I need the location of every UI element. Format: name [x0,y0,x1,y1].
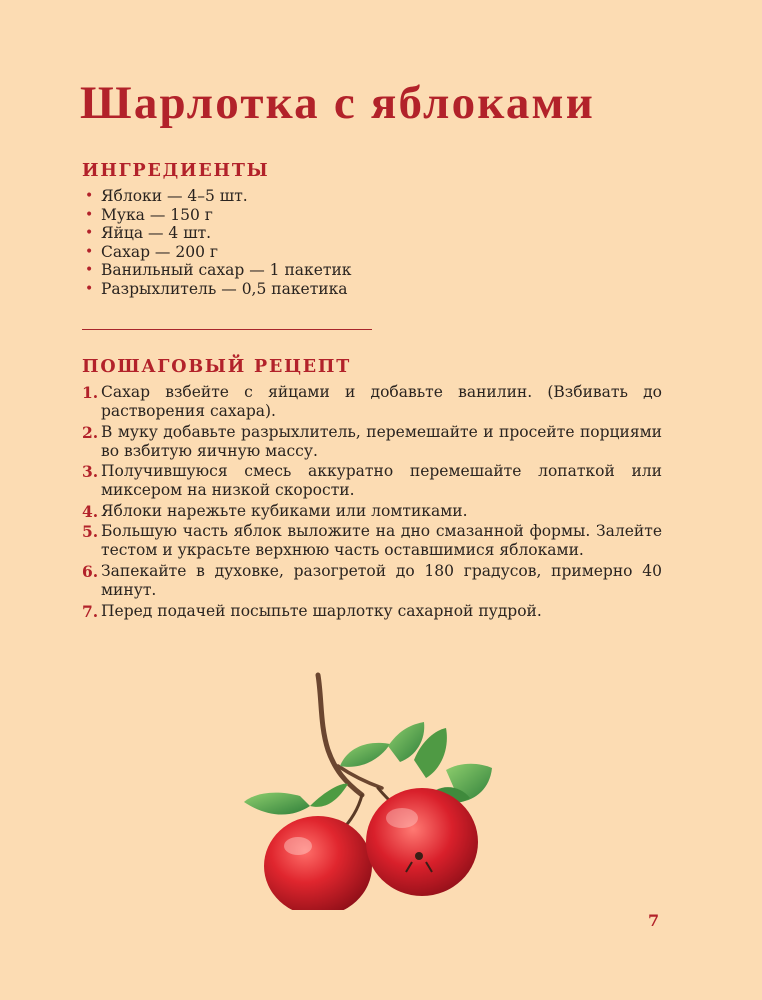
ingredient-text: Ванильный сахар — 1 пакетик [101,261,352,279]
step-number: 2. [82,422,99,442]
step-number: 1. [82,383,99,402]
step-number: 5. [82,522,99,542]
ingredient-text: Мука — 150 г [101,205,213,224]
section-divider [82,329,372,330]
list-item [85,224,352,243]
step-text: В муку добавьте разрыхлитель, перемешайте и просейте порциями во взбитую яичную массу. [101,422,662,460]
bullet-icon: • [85,206,94,223]
step-number: 6. [82,561,99,581]
page-title: Шарлотка с яблоками [80,77,596,129]
page-number: 7 [648,911,660,930]
step-item [82,423,662,461]
list-item [85,206,352,225]
list-item [85,261,352,280]
step-text: Перед подачей посыпьте шарлотку сахарной пудрой. [101,601,542,620]
step-item [82,502,662,521]
list-item [85,243,352,262]
step-item [82,562,662,600]
ingredient-text: Сахар — 200 г [101,242,218,261]
step-number: 3. [82,462,99,482]
step-number: 4. [82,501,99,521]
ingredients-heading: ИНГРЕДИЕНТЫ [82,161,270,181]
bullet-icon: • [85,188,94,204]
bullet-icon: • [85,262,94,278]
step-item [82,522,662,560]
bullet-icon: • [85,280,94,297]
ingredient-text: Яблоки — 4–5 шт. [101,187,248,205]
step-text: Получившуюся смесь аккуратно перемешайте лопаткой или миксером на низкой скорости. [101,462,662,500]
step-text: Яблоки нарежьте кубиками или ломтиками. [101,501,468,520]
step-text: Запекайте в духовке, разогретой до 180 градусов, примерно 40 минут. [101,561,662,599]
ingredient-text: Яйца — 4 шт. [101,224,212,242]
bullet-icon: • [85,225,94,241]
step-item [82,383,662,421]
apple-branch-icon [240,670,520,910]
steps-heading: ПОШАГОВЫЙ РЕЦЕПТ [82,357,352,377]
step-item [82,462,662,500]
step-item [82,602,662,621]
step-number: 7. [82,601,99,621]
step-text: Сахар взбейте с яйцами и добавьте ванилин. (Взбивать до растворения сахара). [101,383,662,420]
steps-list [82,383,662,622]
ingredient-text: Разрыхлитель — 0,5 пакетика [101,279,348,298]
ingredients-list [85,187,352,298]
step-text: Большую часть яблок выложите на дно смазанной формы. Залейте тестом и украсьте верхнюю часть оставшимися яблоками. [101,522,662,560]
list-item [85,187,352,206]
list-item [85,280,352,299]
bullet-icon: • [85,243,94,260]
